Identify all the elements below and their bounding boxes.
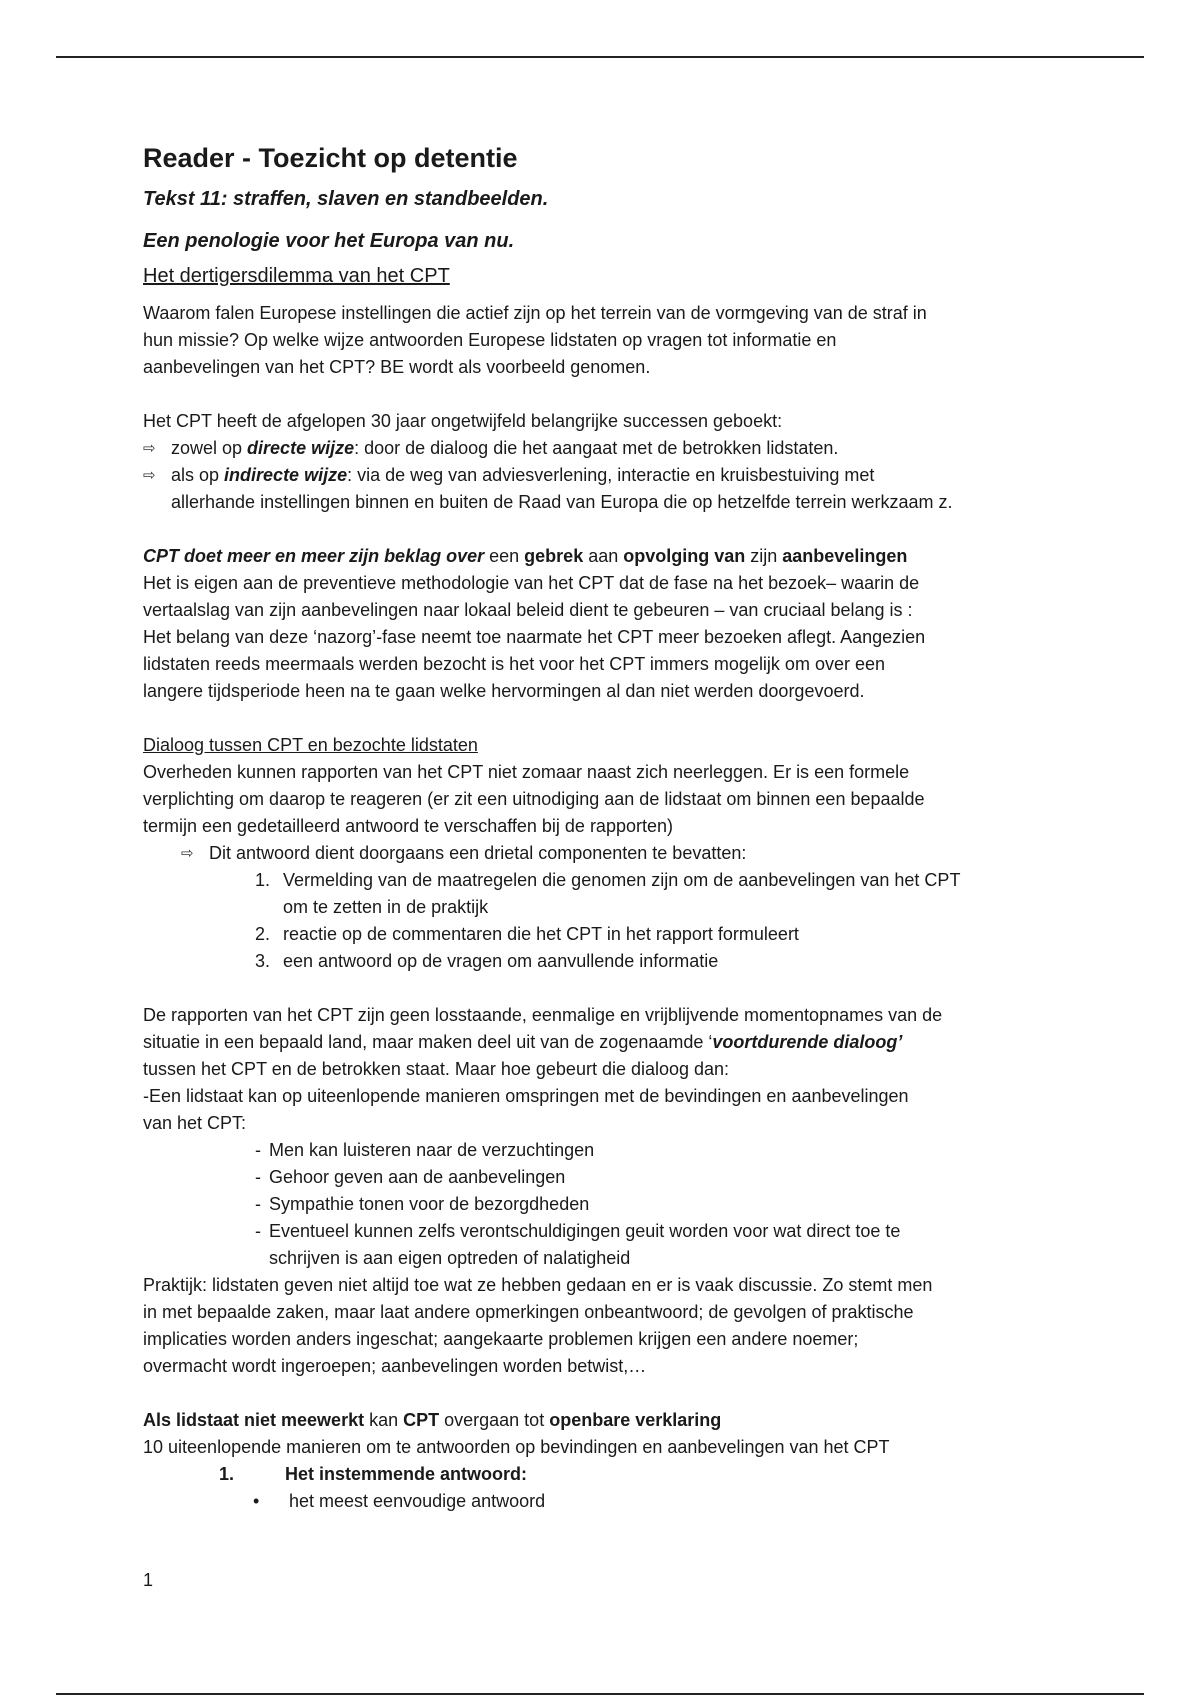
document-body — [143, 143, 1063, 1515]
dash-list-item: - Gehoor geven aan de aanbevelingen — [255, 1167, 566, 1187]
paragraph-line: situatie in een bepaald land, maar maken deel uit van de zogenaamde ‘voortdurende dialoog’ — [143, 1032, 903, 1052]
list-item: 1. Vermelding van de maatregelen die genomen zijn om de aanbevelingen van het CPT om te zetten in de praktijk — [255, 870, 961, 917]
arrow-list-item — [143, 462, 1063, 516]
list-item-text: zowel op directe wijze: door de dialoog die het aangaat met de betrokken lidstaten. — [171, 438, 839, 458]
paragraph-line: 10 uiteenlopende manieren om te antwoorden op bevindingen en aanbevelingen van het CPT — [143, 1437, 890, 1457]
list-item-text: als op indirecte wijze: via de weg van adviesverlening, interactie en kruisbestuiving met allerhande instellingen binnen en buiten de Raad van Europa die op hetzelfde terrein werkzaam z. — [171, 465, 953, 512]
arrow-right-icon: ⇨ — [181, 845, 194, 862]
dash-list-item: - Men kan luisteren naar de verzuchtingen — [255, 1140, 595, 1160]
paragraph-line: van het CPT: — [143, 1113, 247, 1133]
list-item-text: Dit antwoord dient doorgaans een drietal componenten te bevatten: — [209, 843, 747, 863]
document-title: Reader - Toezicht op detentie — [143, 143, 518, 173]
paragraph-line: Waarom falen Europese instellingen die actief zijn op het terrein van de vormgeving van de straf in — [143, 303, 927, 323]
paragraph-line: Praktijk: lidstaten geven niet altijd toe wat ze hebben gedaan en er is vaak discussie. Zo stemt men — [143, 1275, 933, 1295]
paragraph-line: Overheden kunnen rapporten van het CPT niet zomaar naast zich neerleggen. Er is een formele — [143, 762, 910, 782]
arrow-list-item — [181, 840, 1063, 867]
paragraph-line: verplichting om daarop te reageren (er zit een uitnodiging aan de lidstaat om binnen een bepaalde — [143, 789, 925, 809]
bullet-icon: • — [253, 1491, 260, 1511]
arrow-list-item — [143, 435, 1063, 462]
header-rule — [56, 56, 1144, 58]
dash-list-item: - Eventueel kunnen zelfs verontschuldigingen geuit worden voor wat direct toe te schrijven is aan eigen optreden of nalatigheid — [255, 1221, 901, 1268]
paragraph-line: overmacht wordt ingeroepen; aanbevelingen worden betwist,… — [143, 1356, 647, 1376]
bullet-list-item: • het meest eenvoudige antwoord — [253, 1488, 1063, 1515]
paragraph-line: tussen het CPT en de betrokken staat. Maar hoe gebeurt die dialoog dan: — [143, 1059, 730, 1079]
paragraph-line: termijn een gedetailleerd antwoord te verschaffen bij de rapporten) — [143, 816, 673, 836]
penology-subtitle: Een penologie voor het Europa van nu. — [143, 230, 515, 252]
page-number: 1 — [143, 1570, 154, 1590]
paragraph-line: lidstaten reeds meermaals werden bezocht is het voor het CPT immers mogelijk om over een — [143, 654, 885, 674]
section-heading-dilemma: Het dertigersdilemma van het CPT — [143, 265, 450, 287]
paragraph-line: -Een lidstaat kan op uiteenlopende manieren omspringen met de bevindingen en aanbevelingen — [143, 1086, 909, 1106]
numbered-list — [143, 867, 1063, 975]
section-heading-dialogue: Dialoog tussen CPT en bezochte lidstaten — [143, 735, 478, 755]
paragraph-line: aanbevelingen van het CPT? BE wordt als voorbeeld genomen. — [143, 357, 651, 377]
footer-rule — [56, 1693, 1144, 1695]
numbered-heading: 1. Het instemmende antwoord: — [219, 1464, 528, 1484]
paragraph-line: Het belang van deze ‘nazorg’-fase neemt toe naarmate het CPT meer bezoeken aflegt. Aangezien — [143, 627, 926, 647]
paragraph-line: langere tijdsperiode heen na te gaan welke hervormingen al dan niet werden doorgevoerd. — [143, 681, 865, 701]
paragraph-line: Het is eigen aan de preventieve methodologie van het CPT dat de fase na het bezoek– waarin de — [143, 573, 920, 593]
list-item: 3. een antwoord op de vragen om aanvullende informatie — [255, 951, 719, 971]
paragraph-line: in met bepaalde zaken, maar laat andere opmerkingen onbeantwoord; de gevolgen of praktische — [143, 1302, 914, 1322]
paragraph-line: hun missie? Op welke wijze antwoorden Europese lidstaten op vragen tot informatie en — [143, 330, 837, 350]
section-heading-follow-up: CPT doet meer en meer zijn beklag over een gebrek aan opvolging van zijn aanbevelingen — [143, 546, 908, 566]
dash-list-item: - Sympathie tonen voor de bezorgdheden — [255, 1194, 590, 1214]
section-heading-public-statement: Als lidstaat niet meewerkt kan CPT overgaan tot openbare verklaring — [143, 1410, 722, 1430]
paragraph-line: De rapporten van het CPT zijn geen losstaande, eenmalige en vrijblijvende momentopnames van de — [143, 1005, 943, 1025]
arrow-right-icon: ⇨ — [143, 440, 156, 457]
paragraph-line: implicaties worden anders ingeschat; aangekaarte problemen krijgen een andere noemer; — [143, 1329, 859, 1349]
text-subtitle: Tekst 11: straffen, slaven en standbeelden. — [143, 188, 549, 210]
arrow-right-icon: ⇨ — [143, 467, 156, 484]
paragraph-line: Het CPT heeft de afgelopen 30 jaar ongetwijfeld belangrijke successen geboekt: — [143, 411, 783, 431]
paragraph-line: vertaalslag van zijn aanbevelingen naar lokaal beleid dient te gebeuren – van cruciaal belang is : — [143, 600, 913, 620]
list-item: 2. reactie op de commentaren die het CPT in het rapport formuleert — [255, 924, 799, 944]
